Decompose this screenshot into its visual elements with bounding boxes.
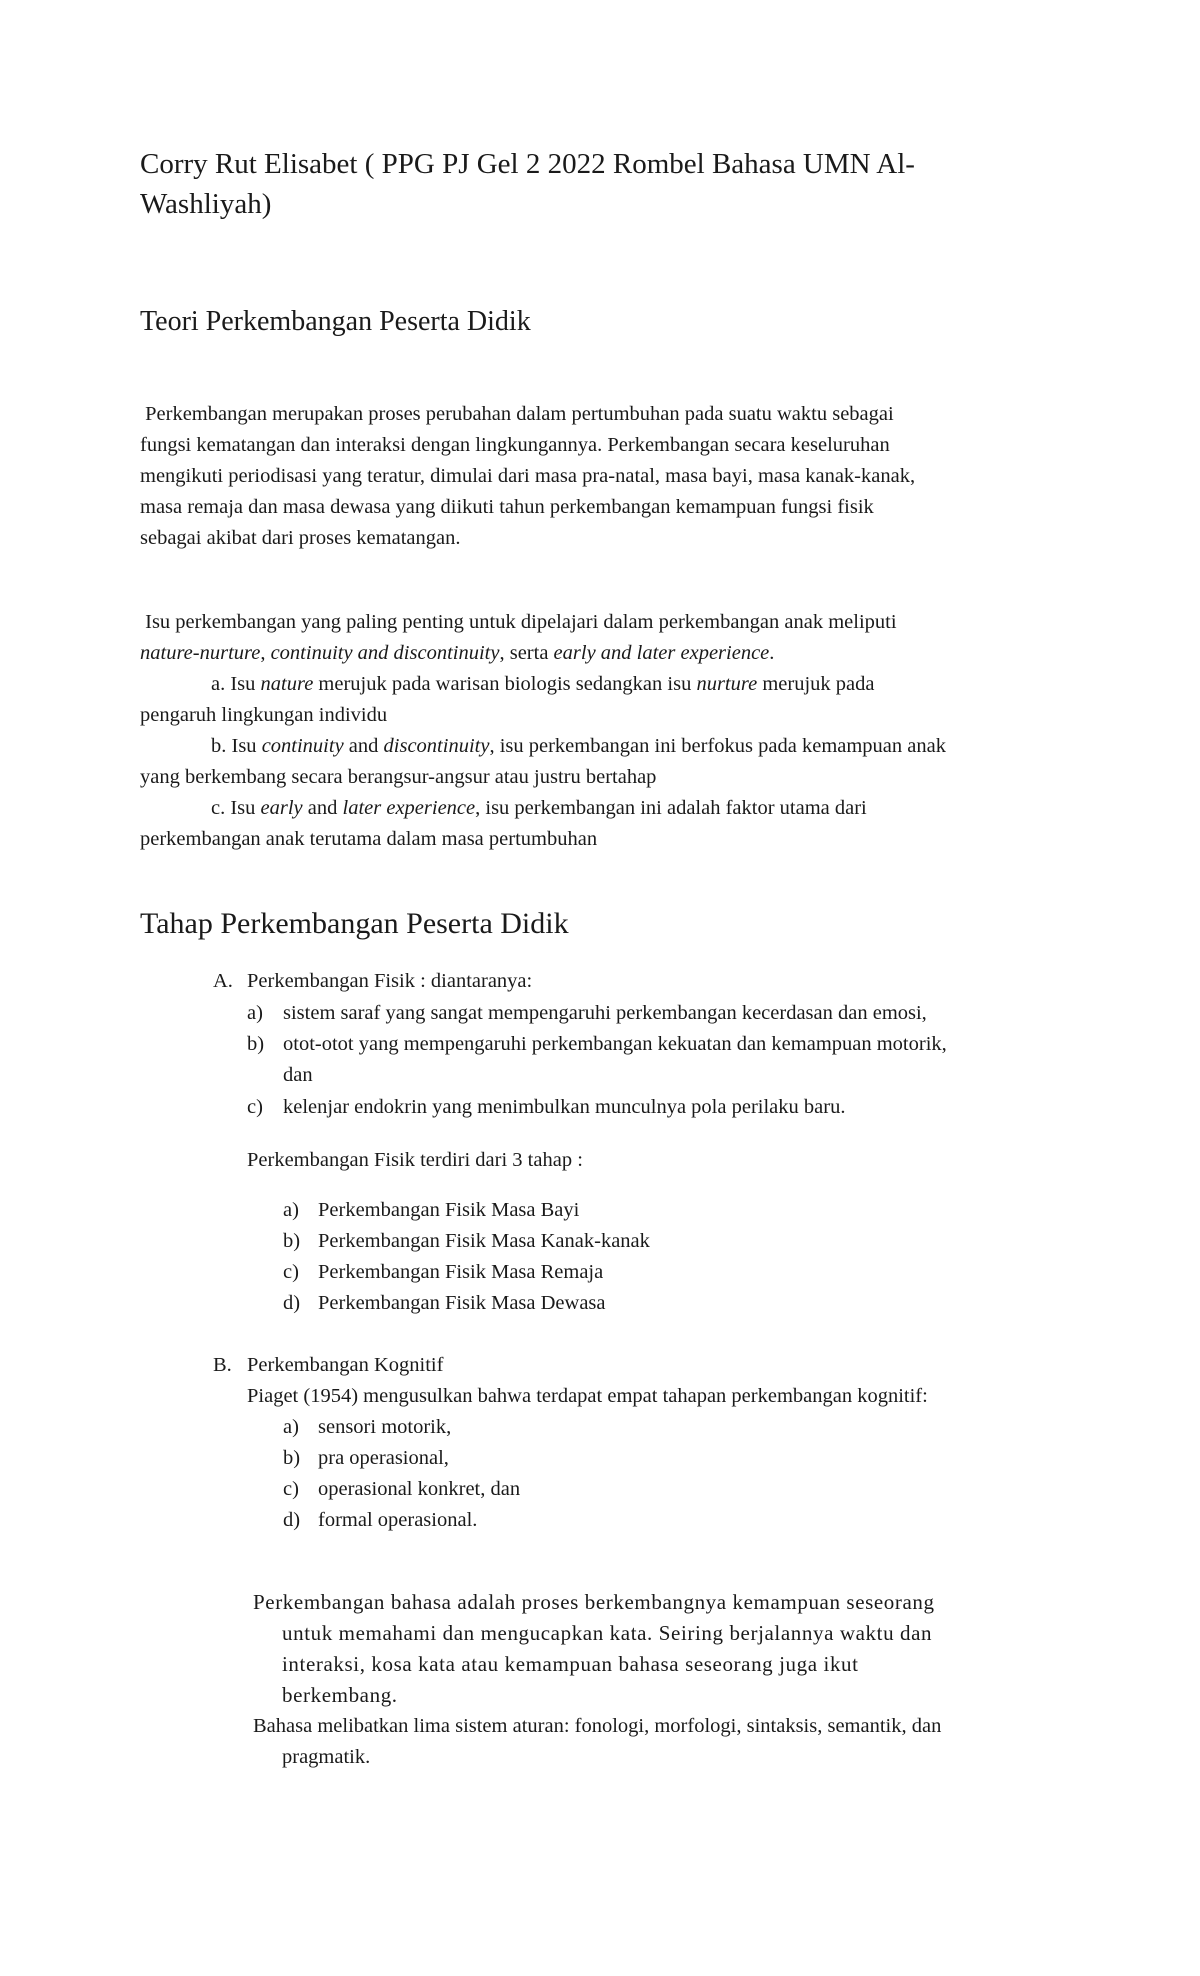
stages-intro: Perkembangan Fisik terdiri dari 3 tahap : (247, 1149, 583, 1171)
stage-item: Perkembangan Fisik Masa Dewasa (318, 1292, 606, 1314)
list-marker: c) (283, 1478, 299, 1500)
text-fragment: and (343, 735, 384, 757)
list-marker: c) (283, 1261, 299, 1283)
issues-intro-line-1: Isu perkembangan yang paling penting untuk dipelajari dalam perkembangan anak meliputi (140, 611, 897, 633)
list-marker: d) (283, 1292, 301, 1314)
cognitive-stage-item: formal operasional. (318, 1509, 478, 1531)
term-nature-nurture: nature-nurture (140, 642, 261, 664)
text-fragment: , isu perkembangan ini berfokus pada kemampuan anak (489, 735, 946, 757)
section-A-title: Perkembangan Fisik : diantaranya: (247, 970, 533, 992)
section-B-intro: Piaget (1954) mengusulkan bahwa terdapat empat tahapan perkembangan kognitif: (247, 1385, 928, 1407)
paragraph-line: Perkembangan merupakan proses perubahan dalam pertumbuhan pada suatu waktu sebagai (140, 403, 894, 425)
list-marker: b) (283, 1230, 301, 1252)
list-marker: a) (247, 1002, 263, 1024)
paragraph-line: Bahasa melibatkan lima sistem aturan: fonologi, morfologi, sintaksis, semantik, dan (253, 1715, 942, 1737)
list-marker: b) (247, 1033, 265, 1055)
issue-a-line-1 (140, 669, 946, 700)
list-item: kelenjar endokrin yang menimbulkan munculnya pola perilaku baru. (283, 1096, 846, 1118)
paragraph-line: mengikuti periodisasi yang teratur, dimulai dari masa pra-natal, masa bayi, masa kanak-kanak, (140, 465, 916, 487)
term-early-later: early and later experience (553, 642, 770, 664)
paragraph-line: pragmatik. (282, 1746, 371, 1768)
list-marker: c) (247, 1096, 263, 1118)
issue-a-line-2: pengaruh lingkungan individu (140, 704, 388, 726)
stage-item: Perkembangan Fisik Masa Bayi (318, 1199, 580, 1221)
text-fragment: merujuk pada (757, 673, 875, 695)
paragraph-line: sebagai akibat dari proses kematangan. (140, 527, 461, 549)
paragraph-bahasa (253, 1587, 935, 1711)
term-later-experience: later experience (342, 797, 476, 819)
list-marker: a) (283, 1199, 299, 1221)
paragraph-line: untuk memahami dan mengucapkan kata. Seiring berjalannya waktu dan (282, 1621, 933, 1645)
text-fragment: , (260, 642, 271, 664)
text-fragment: . (769, 642, 775, 664)
heading-tahap: Tahap Perkembangan Peserta Didik (140, 907, 569, 940)
stage-item: Perkembangan Fisik Masa Remaja (318, 1261, 604, 1283)
paragraph-line: masa remaja dan masa dewasa yang diikuti tahun perkembangan kemampuan fungsi fisik (140, 496, 874, 518)
list-item: sistem saraf yang sangat mempengaruhi perkembangan kecerdasan dan emosi, (283, 1002, 927, 1024)
text-fragment: , serta (499, 642, 554, 664)
term-nature: nature (260, 673, 314, 695)
author-title-line-2: Washliyah) (140, 188, 272, 220)
section-B-title: Perkembangan Kognitif (247, 1354, 444, 1376)
text-fragment: , isu perkembangan ini adalah faktor utama dari (475, 797, 867, 819)
author-title-line-1: Corry Rut Elisabet ( PPG PJ Gel 2 2022 Rombel Bahasa UMN Al- (140, 148, 915, 180)
text-fragment: and (302, 797, 343, 819)
paragraph-line: fungsi kematangan dan interaksi dengan lingkungannya. Perkembangan secara keseluruhan (140, 434, 890, 456)
heading-teori: Teori Perkembangan Peserta Didik (140, 306, 531, 337)
paragraph-line: berkembang. (282, 1683, 398, 1707)
issue-c-line-1 (140, 793, 946, 824)
paragraph-issues (140, 607, 946, 855)
list-marker-B: B. (213, 1354, 232, 1376)
list-item-continuation: dan (283, 1064, 313, 1086)
paragraph-sistem-aturan (253, 1711, 941, 1773)
cognitive-stage-item: pra operasional, (318, 1447, 449, 1469)
term-early: early (260, 797, 303, 819)
text-fragment: merujuk pada warisan biologis sedangkan isu (313, 673, 697, 695)
term-discontinuity: discontinuity (383, 735, 490, 757)
cognitive-stage-item: sensori motorik, (318, 1416, 452, 1438)
issue-b-line-2: yang berkembang secara berangsur-angsur atau justru bertahap (140, 766, 657, 788)
text-fragment: b. Isu (211, 735, 262, 757)
cognitive-stage-item: operasional konkret, dan (318, 1478, 521, 1500)
list-item: otot-otot yang mempengaruhi perkembangan kekuatan dan kemampuan motorik, (283, 1033, 947, 1055)
list-marker-A: A. (213, 970, 233, 992)
term-continuity: continuity (261, 735, 344, 757)
list-marker: d) (283, 1509, 301, 1531)
list-marker: b) (283, 1447, 301, 1469)
issue-c-line-2: perkembangan anak terutama dalam masa pertumbuhan (140, 828, 598, 850)
stage-item: Perkembangan Fisik Masa Kanak-kanak (318, 1230, 650, 1252)
term-nurture: nurture (696, 673, 758, 695)
term-continuity-discontinuity: continuity and discontinuity (270, 642, 500, 664)
paragraph-perkembangan (140, 399, 915, 554)
text-fragment: a. Isu (211, 673, 261, 695)
paragraph-line: interaksi, kosa kata atau kemampuan bahasa seseorang juga ikut (282, 1652, 859, 1676)
issues-intro-line-2 (140, 638, 946, 669)
issue-b-line-1 (140, 731, 946, 762)
text-fragment: c. Isu (211, 797, 261, 819)
paragraph-line: Perkembangan bahasa adalah proses berkembangnya kemampuan seseorang (253, 1590, 935, 1614)
list-marker: a) (283, 1416, 299, 1438)
